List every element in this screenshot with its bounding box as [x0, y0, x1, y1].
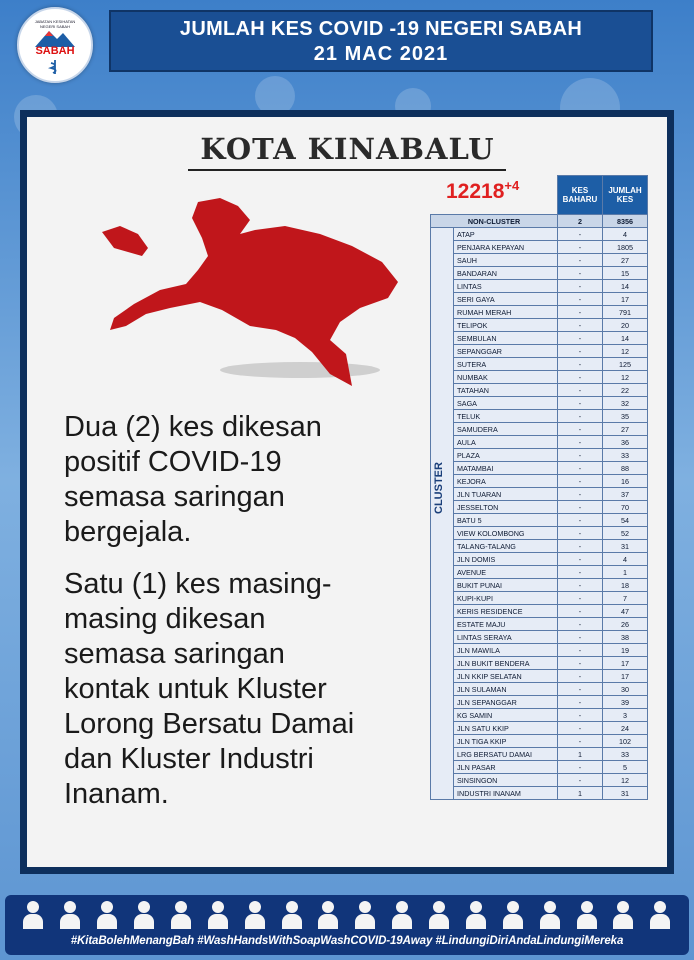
- cluster-kes-baharu: -: [558, 475, 603, 488]
- cluster-kes-baharu: -: [558, 501, 603, 514]
- cluster-kes-baharu: -: [558, 774, 603, 787]
- table-row: [431, 410, 648, 423]
- logo: [17, 7, 93, 83]
- cluster-name: SEMBULAN: [454, 332, 558, 345]
- person-icon: [281, 901, 303, 929]
- cluster-jumlah: 17: [603, 293, 648, 306]
- person-icon: [244, 901, 266, 929]
- cluster-jumlah: 791: [603, 306, 648, 319]
- person-icon: [612, 901, 634, 929]
- cluster-kes-baharu: -: [558, 228, 603, 241]
- cluster-name: PENJARA KEPAYAN: [454, 241, 558, 254]
- cluster-name: JLN TUARAN: [454, 488, 558, 501]
- cluster-name: SUTERA: [454, 358, 558, 371]
- table-row: [431, 475, 648, 488]
- title-underline: [188, 169, 506, 171]
- person-icon: [170, 901, 192, 929]
- cluster-name: JLN KKIP SELATAN: [454, 670, 558, 683]
- paragraph-line: Inanam.: [64, 778, 169, 810]
- cluster-jumlah: 27: [603, 423, 648, 436]
- paragraph-line: positif COVID-19: [64, 446, 282, 478]
- person-icon: [22, 901, 44, 929]
- cluster-side-label: CLUSTER: [431, 228, 454, 800]
- cluster-jumlah: 47: [603, 605, 648, 618]
- cluster-jumlah: 70: [603, 501, 648, 514]
- paragraph-line: semasa saringan: [64, 481, 285, 513]
- cluster-kes-baharu: -: [558, 319, 603, 332]
- table-row: [431, 735, 648, 748]
- cluster-jumlah: 125: [603, 358, 648, 371]
- table-row: [431, 449, 648, 462]
- cluster-kes-baharu: -: [558, 280, 603, 293]
- cluster-name: INDUSTRI INANAM: [454, 787, 558, 800]
- person-icon: [317, 901, 339, 929]
- cluster-jumlah: 37: [603, 488, 648, 501]
- cluster-name: TALANG-TALANG: [454, 540, 558, 553]
- district-title: KOTA KINABALU: [200, 132, 495, 166]
- table-row: [431, 501, 648, 514]
- cluster-jumlah: 24: [603, 722, 648, 735]
- table-row: [431, 384, 648, 397]
- table-row: [431, 696, 648, 709]
- cluster-name: RUMAH MERAH: [454, 306, 558, 319]
- table-row: [431, 241, 648, 254]
- cluster-kes-baharu: -: [558, 553, 603, 566]
- cluster-name: AVENUE: [454, 566, 558, 579]
- cluster-kes-baharu: -: [558, 631, 603, 644]
- cluster-name: PLAZA: [454, 449, 558, 462]
- cluster-jumlah: 33: [603, 449, 648, 462]
- cluster-jumlah: 33: [603, 748, 648, 761]
- table-row: [431, 280, 648, 293]
- cluster-kes-baharu: -: [558, 371, 603, 384]
- cluster-kes-baharu: -: [558, 384, 603, 397]
- cluster-jumlah: 36: [603, 436, 648, 449]
- cluster-name: TATAHAN: [454, 384, 558, 397]
- cluster-kes-baharu: -: [558, 397, 603, 410]
- table-row: [431, 319, 648, 332]
- cluster-name: KEJORA: [454, 475, 558, 488]
- cluster-name: SAGA: [454, 397, 558, 410]
- district-map: [90, 190, 410, 390]
- total-new: +4: [504, 178, 520, 193]
- cluster-kes-baharu: 1: [558, 748, 603, 761]
- cluster-jumlah: 3: [603, 709, 648, 722]
- table-row: [431, 657, 648, 670]
- person-icon: [576, 901, 598, 929]
- cluster-name: VIEW KOLOMBONG: [454, 527, 558, 540]
- cluster-table: [430, 175, 648, 800]
- paragraph-line: masing dikesan: [64, 603, 266, 635]
- cluster-kes-baharu: -: [558, 761, 603, 774]
- cluster-jumlah: 15: [603, 267, 648, 280]
- cluster-kes-baharu: -: [558, 644, 603, 657]
- cluster-name: JLN DOMIS: [454, 553, 558, 566]
- cluster-name: BUKIT PUNAI: [454, 579, 558, 592]
- table-row: [431, 358, 648, 371]
- person-icon: [465, 901, 487, 929]
- footer-banner: [5, 895, 689, 955]
- table-row: [431, 722, 648, 735]
- table-row: [431, 618, 648, 631]
- cluster-kes-baharu: -: [558, 527, 603, 540]
- cluster-jumlah: 38: [603, 631, 648, 644]
- table-row: [431, 553, 648, 566]
- person-icon: [428, 901, 450, 929]
- cluster-kes-baharu: -: [558, 709, 603, 722]
- cluster-jumlah: 32: [603, 397, 648, 410]
- cluster-name: SINSINGON: [454, 774, 558, 787]
- person-icon: [354, 901, 376, 929]
- cluster-jumlah: 12: [603, 345, 648, 358]
- cluster-jumlah: 39: [603, 696, 648, 709]
- header-banner: [109, 10, 653, 72]
- cluster-name: JLN MAWILA: [454, 644, 558, 657]
- cluster-kes-baharu: -: [558, 293, 603, 306]
- table-row: [431, 514, 648, 527]
- cluster-kes-baharu: -: [558, 514, 603, 527]
- cluster-kes-baharu: -: [558, 657, 603, 670]
- logo-top-text: JABATAN KESIHATAN NEGERI SABAH: [34, 19, 76, 29]
- cluster-name: BANDARAN: [454, 267, 558, 280]
- paragraph-line: bergejala.: [64, 516, 192, 548]
- paragraph-line: semasa saringan: [64, 638, 285, 670]
- paragraph-2: [64, 567, 354, 812]
- cluster-kes-baharu: -: [558, 579, 603, 592]
- cluster-name: KG SAMIN: [454, 709, 558, 722]
- table-row: [431, 579, 648, 592]
- cluster-kes-baharu: -: [558, 592, 603, 605]
- cluster-jumlah: 22: [603, 384, 648, 397]
- table-row: [431, 371, 648, 384]
- table-row: [431, 774, 648, 787]
- cluster-jumlah: 4: [603, 228, 648, 241]
- cluster-name: JLN SATU KKIP: [454, 722, 558, 735]
- cluster-jumlah: 18: [603, 579, 648, 592]
- cluster-kes-baharu: -: [558, 722, 603, 735]
- table-row: [431, 670, 648, 683]
- cluster-kes-baharu: -: [558, 488, 603, 501]
- person-icon: [649, 901, 671, 929]
- cluster-jumlah: 31: [603, 540, 648, 553]
- table-row: [431, 605, 648, 618]
- table-row: [431, 228, 648, 241]
- snake-staff-icon: [47, 59, 63, 75]
- cluster-kes-baharu: -: [558, 423, 603, 436]
- cluster-name: LINTAS SERAYA: [454, 631, 558, 644]
- cluster-name: BATU 5: [454, 514, 558, 527]
- cluster-jumlah: 16: [603, 475, 648, 488]
- cluster-name: JESSELTON: [454, 501, 558, 514]
- paragraph-line: Dua (2) kes dikesan: [64, 411, 322, 443]
- paragraph-1: [64, 410, 322, 550]
- cluster-kes-baharu: -: [558, 436, 603, 449]
- cluster-name: JLN SEPANGGAR: [454, 696, 558, 709]
- table-row: [431, 345, 648, 358]
- cluster-jumlah: 20: [603, 319, 648, 332]
- cluster-kes-baharu: -: [558, 462, 603, 475]
- paragraph-line: dan Kluster Industri: [64, 743, 314, 775]
- cluster-kes-baharu: -: [558, 696, 603, 709]
- cluster-jumlah: 17: [603, 670, 648, 683]
- cluster-kes-baharu: -: [558, 566, 603, 579]
- cluster-kes-baharu: -: [558, 449, 603, 462]
- table-row: [431, 306, 648, 319]
- cluster-name: SAMUDERA: [454, 423, 558, 436]
- person-icon: [133, 901, 155, 929]
- cluster-name: SERI GAYA: [454, 293, 558, 306]
- col-header-jumlah-kes: JUMLAH KES: [603, 176, 648, 215]
- table-row: [431, 462, 648, 475]
- table-row: [431, 527, 648, 540]
- cluster-name: KUPI-KUPI: [454, 592, 558, 605]
- table-row-non-cluster: [431, 215, 648, 228]
- cluster-name: SAUH: [454, 254, 558, 267]
- cluster-kes-baharu: -: [558, 735, 603, 748]
- table-row: [431, 436, 648, 449]
- paragraph-line: Lorong Bersatu Damai: [64, 708, 355, 740]
- cluster-jumlah: 1805: [603, 241, 648, 254]
- paragraph-line: kontak untuk Kluster: [64, 673, 327, 705]
- cluster-kes-baharu: -: [558, 345, 603, 358]
- cluster-jumlah: 102: [603, 735, 648, 748]
- cluster-jumlah: 1: [603, 566, 648, 579]
- cluster-name: JLN PASAR: [454, 761, 558, 774]
- cluster-jumlah: 26: [603, 618, 648, 631]
- table-row: [431, 683, 648, 696]
- table-row: [431, 540, 648, 553]
- table-row: [431, 592, 648, 605]
- table-row: [431, 566, 648, 579]
- table-row: [431, 488, 648, 501]
- person-icon: [207, 901, 229, 929]
- cluster-name: TELUK: [454, 410, 558, 423]
- cluster-name: ESTATE MAJU: [454, 618, 558, 631]
- cluster-kes-baharu: -: [558, 410, 603, 423]
- cluster-kes-baharu: -: [558, 540, 603, 553]
- cluster-kes-baharu: -: [558, 605, 603, 618]
- cluster-name: JLN BUKIT BENDERA: [454, 657, 558, 670]
- table-row: [431, 267, 648, 280]
- cluster-jumlah: 4: [603, 553, 648, 566]
- cluster-kes-baharu: -: [558, 241, 603, 254]
- cluster-kes-baharu: -: [558, 683, 603, 696]
- person-icon: [96, 901, 118, 929]
- person-icon: [59, 901, 81, 929]
- table-row: [431, 423, 648, 436]
- table-row: [431, 254, 648, 267]
- table-row: [431, 631, 648, 644]
- hashtag-text: #KitaBolehMenangBah #WashHandsWithSoapWashCOVID-19Away #LindungiDiriAndaLindungiMereka: [70, 935, 624, 947]
- header-title: JUMLAH KES COVID -19 NEGERI SABAH: [179, 18, 583, 40]
- cluster-name: MATAMBAI: [454, 462, 558, 475]
- cluster-name: LINTAS: [454, 280, 558, 293]
- cluster-jumlah: 14: [603, 332, 648, 345]
- cluster-name: TELIPOK: [454, 319, 558, 332]
- table-row: [431, 709, 648, 722]
- cluster-kes-baharu: -: [558, 332, 603, 345]
- cluster-name: KERIS RESIDENCE: [454, 605, 558, 618]
- cluster-jumlah: 19: [603, 644, 648, 657]
- cluster-jumlah: 27: [603, 254, 648, 267]
- cluster-kes-baharu: 1: [558, 787, 603, 800]
- table-row: [431, 761, 648, 774]
- cluster-jumlah: 17: [603, 657, 648, 670]
- cluster-jumlah: 54: [603, 514, 648, 527]
- cluster-jumlah: 30: [603, 683, 648, 696]
- non-cluster-label: NON-CLUSTER: [431, 215, 558, 228]
- cluster-jumlah: 31: [603, 787, 648, 800]
- person-icon: [539, 901, 561, 929]
- non-cluster-jumlah: 8356: [603, 215, 648, 228]
- table-row: [431, 397, 648, 410]
- col-header-kes-baharu: KES BAHARU: [558, 176, 603, 215]
- cluster-kes-baharu: -: [558, 618, 603, 631]
- cluster-jumlah: 35: [603, 410, 648, 423]
- table-row: [431, 293, 648, 306]
- cluster-jumlah: 14: [603, 280, 648, 293]
- cluster-name: ATAP: [454, 228, 558, 241]
- cluster-jumlah: 52: [603, 527, 648, 540]
- header-date: 21 MAC 2021: [313, 43, 449, 65]
- cluster-name: JLN TIGA KKIP: [454, 735, 558, 748]
- total-value: 12218: [446, 180, 505, 203]
- person-icon: [391, 901, 413, 929]
- cluster-jumlah: 7: [603, 592, 648, 605]
- table-row: [431, 748, 648, 761]
- cluster-kes-baharu: -: [558, 267, 603, 280]
- figure-row: [15, 901, 679, 929]
- logo-text: SABAH: [35, 45, 75, 57]
- cluster-jumlah: 5: [603, 761, 648, 774]
- cluster-name: AULA: [454, 436, 558, 449]
- paragraph-line: Satu (1) kes masing-: [64, 568, 332, 600]
- cluster-kes-baharu: -: [558, 254, 603, 267]
- table-row: [431, 332, 648, 345]
- cluster-kes-baharu: -: [558, 358, 603, 371]
- cluster-jumlah: 12: [603, 774, 648, 787]
- cluster-kes-baharu: -: [558, 670, 603, 683]
- table-row: [431, 644, 648, 657]
- cluster-jumlah: 12: [603, 371, 648, 384]
- cluster-name: LRG BERSATU DAMAI: [454, 748, 558, 761]
- cluster-name: NUMBAK: [454, 371, 558, 384]
- table-row: [431, 787, 648, 800]
- cluster-jumlah: 88: [603, 462, 648, 475]
- person-icon: [502, 901, 524, 929]
- non-cluster-kes: 2: [558, 215, 603, 228]
- cluster-name: JLN SULAMAN: [454, 683, 558, 696]
- cluster-name: SEPANGGAR: [454, 345, 558, 358]
- cluster-kes-baharu: -: [558, 306, 603, 319]
